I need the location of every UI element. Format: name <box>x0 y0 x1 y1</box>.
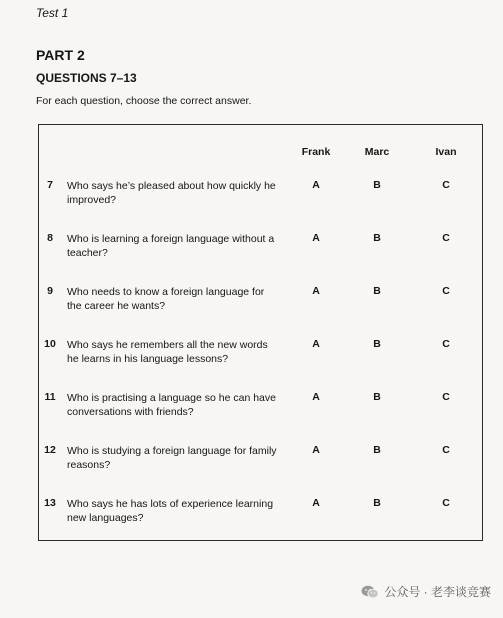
question-text: Who is studying a foreign language for family reasons? <box>67 445 277 471</box>
option-b[interactable]: B <box>373 232 381 244</box>
question-row <box>39 391 482 431</box>
column-header-frank: Frank <box>301 146 331 158</box>
question-text: Who needs to know a foreign language for the career he wants? <box>67 286 265 312</box>
part-title: PART 2 <box>36 47 85 63</box>
option-a[interactable]: A <box>312 338 320 350</box>
question-text: Who is learning a foreign language without a teacher? <box>67 233 275 259</box>
watermark-text: 公众号 · 老李谈竞赛 <box>384 585 491 599</box>
option-a[interactable]: A <box>312 285 320 297</box>
option-b[interactable]: B <box>373 497 381 509</box>
question-box <box>38 124 483 541</box>
option-c[interactable]: C <box>442 391 450 403</box>
question-row <box>39 232 482 272</box>
question-number: 12 <box>44 444 56 456</box>
option-b[interactable]: B <box>373 338 381 350</box>
question-text: Who says he has lots of experience learning new languages? <box>67 498 274 524</box>
option-c[interactable]: C <box>442 285 450 297</box>
question-text: Who says he remembers all the new words he learns in his language lessons? <box>67 339 268 365</box>
wechat-icon <box>361 585 379 599</box>
question-row <box>39 497 482 537</box>
option-c[interactable]: C <box>442 497 450 509</box>
questions-title: QUESTIONS 7–13 <box>36 71 137 85</box>
option-a[interactable]: A <box>312 391 320 403</box>
watermark <box>361 583 491 600</box>
question-number: 13 <box>44 497 56 509</box>
instruction-text: For each question, choose the correct answer. <box>36 95 252 107</box>
option-c[interactable]: C <box>442 444 450 456</box>
column-header-ivan: Ivan <box>435 146 457 158</box>
question-row <box>39 285 482 325</box>
option-b[interactable]: B <box>373 285 381 297</box>
option-b[interactable]: B <box>373 391 381 403</box>
question-row <box>39 179 482 219</box>
question-row <box>39 338 482 378</box>
question-row <box>39 444 482 484</box>
question-number: 10 <box>44 338 56 350</box>
question-number: 11 <box>44 391 56 403</box>
option-a[interactable]: A <box>312 179 320 191</box>
column-header-marc: Marc <box>364 146 390 158</box>
question-number: 9 <box>47 285 53 297</box>
option-a[interactable]: A <box>312 232 320 244</box>
test-label: Test 1 <box>36 6 69 20</box>
option-b[interactable]: B <box>373 179 381 191</box>
option-a[interactable]: A <box>312 444 320 456</box>
option-c[interactable]: C <box>442 179 450 191</box>
option-a[interactable]: A <box>312 497 320 509</box>
question-number: 8 <box>47 232 53 244</box>
question-number: 7 <box>47 179 53 191</box>
question-text: Who is practising a language so he can have conversations with friends? <box>67 392 276 418</box>
option-c[interactable]: C <box>442 338 450 350</box>
option-c[interactable]: C <box>442 232 450 244</box>
option-b[interactable]: B <box>373 444 381 456</box>
question-text: Who says he’s pleased about how quickly he improved? <box>67 180 276 206</box>
